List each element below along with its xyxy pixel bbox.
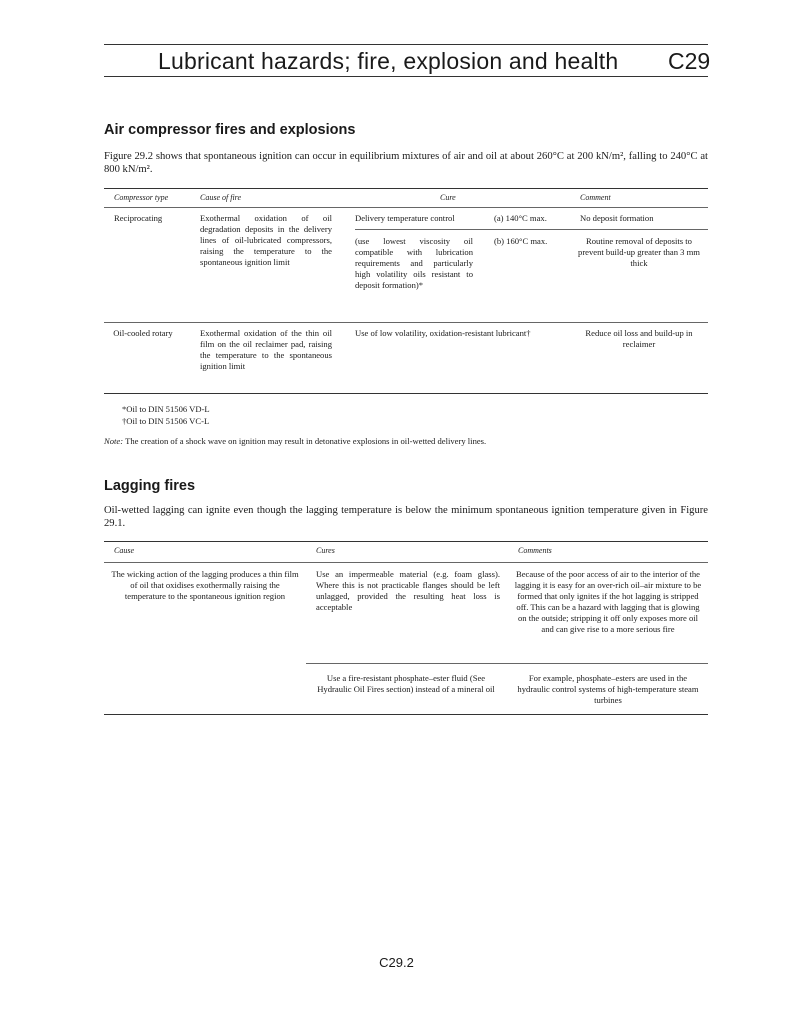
- table2-cause: The wicking action of the lagging produces a thin film of oil that oxidises exothermally raising the temperature to the spontaneous ignition region: [111, 569, 299, 601]
- section1-intro: Figure 29.2 shows that spontaneous ignition can occur in equilibrium mixtures of air and oil at about 260°C at 200 kN/m², falling to 240°C at 800 kN/m².: [104, 151, 708, 175]
- page-number: C29.2: [379, 955, 414, 970]
- section-heading-lagging-fires: Lagging fires: [104, 478, 196, 494]
- table1-note: [104, 436, 708, 447]
- table2-header-cause: Cause: [114, 546, 134, 555]
- header-top-rule: [104, 44, 708, 45]
- table1-row-divider: [104, 322, 708, 323]
- table2-row2-cure: Use a fire-resistant phosphate–ester fluid (See Hydraulic Oil Fires section) instead of a mineral oil: [317, 673, 495, 694]
- table2-header-cures: Cures: [316, 546, 335, 555]
- table1-row2-cause: Exothermal oxidation of the thin oil film on the oil reclaimer pad, raising the temperature to the spontaneous ignition limit: [200, 328, 332, 371]
- table1-header-rule: [104, 207, 708, 208]
- table1-row1-comment-b: Routine removal of deposits to prevent build-up greater than 3 mm thick: [578, 236, 700, 268]
- chapter-code: C29: [668, 48, 711, 74]
- table1-header-cause: Cause of fire: [200, 193, 242, 202]
- table1-row2-type: Oil-cooled rotary: [113, 328, 173, 338]
- table1-row1-cure-b: (b) 160°C max.: [494, 236, 548, 246]
- header-bottom-rule: [104, 76, 708, 77]
- table2-header-rule: [104, 562, 708, 563]
- table1-row1-comment-a: No deposit formation: [580, 213, 654, 223]
- table2-top-rule: [104, 541, 708, 542]
- table2-row1-cure: Use an impermeable material (e.g. foam glass). Where this is not practicable flanges should be left unlagged, provided the resulting heat loss is acceptable: [316, 569, 500, 612]
- table1-row2-cure: Use of low volatility, oxidation-resistant lubricant†: [355, 328, 531, 338]
- table1-header-cure: Cure: [440, 193, 456, 202]
- table1-top-rule: [104, 188, 708, 189]
- table1-row1-type: Reciprocating: [114, 213, 163, 223]
- footnote-vd-l: *Oil to DIN 51506 VD-L: [122, 404, 210, 414]
- table2-row1-comment: Because of the poor access of air to the interior of the lagging it is easy for an over-rich oil–air mixture to be formed that only ignites if the hot lagging is stripped off. This can be a hazard with lagging that is glowing on the outside; stripping it off only exposes more oil and can give rise to a more serious fire: [514, 569, 702, 634]
- table1-row1-cure-sub: (use lowest viscosity oil compatible with lubrication requirements and particularly high volatility oils resistant to deposit formation)*: [355, 236, 473, 290]
- note-text: The creation of a shock wave on ignition may result in detonative explosions in oil-wetted delivery lines.: [125, 436, 487, 446]
- page-title: Lubricant hazards; fire, explosion and health: [158, 48, 619, 74]
- table2-bottom-rule: [104, 714, 708, 715]
- table1-row1-cure-main: Delivery temperature control: [355, 213, 455, 223]
- note-label: Note:: [104, 436, 124, 446]
- footnote-vc-l: †Oil to DIN 51506 VC-L: [122, 416, 210, 426]
- section2-intro: Oil-wetted lagging can ignite even though the lagging temperature is below the minimum spontaneous ignition temperature given in Figure 29.1.: [104, 505, 708, 529]
- table2-header-comments: Comments: [518, 546, 552, 555]
- table1-row1-cure-a: (a) 140°C max.: [494, 213, 547, 223]
- table2-row2-comment: For example, phosphate–esters are used in the hydraulic control systems of high-temperature steam turbines: [517, 673, 699, 705]
- table2-row-divider: [306, 663, 708, 664]
- table1-row1-cure-rule: [355, 229, 708, 230]
- section-heading-air-compressor: Air compressor fires and explosions: [104, 122, 356, 138]
- table1-row1-cause: Exothermal oxidation of oil degradation deposits in the delivery lines of oil-lubricated compressors, raising the temperature to the spontaneous ignition limit: [200, 213, 332, 267]
- table1-bottom-rule: [104, 393, 708, 394]
- table1-header-type: Compressor type: [114, 193, 169, 202]
- table1-row2-comment: Reduce oil loss and build-up in reclaimer: [585, 328, 693, 349]
- table1-header-comment: Comment: [580, 193, 611, 202]
